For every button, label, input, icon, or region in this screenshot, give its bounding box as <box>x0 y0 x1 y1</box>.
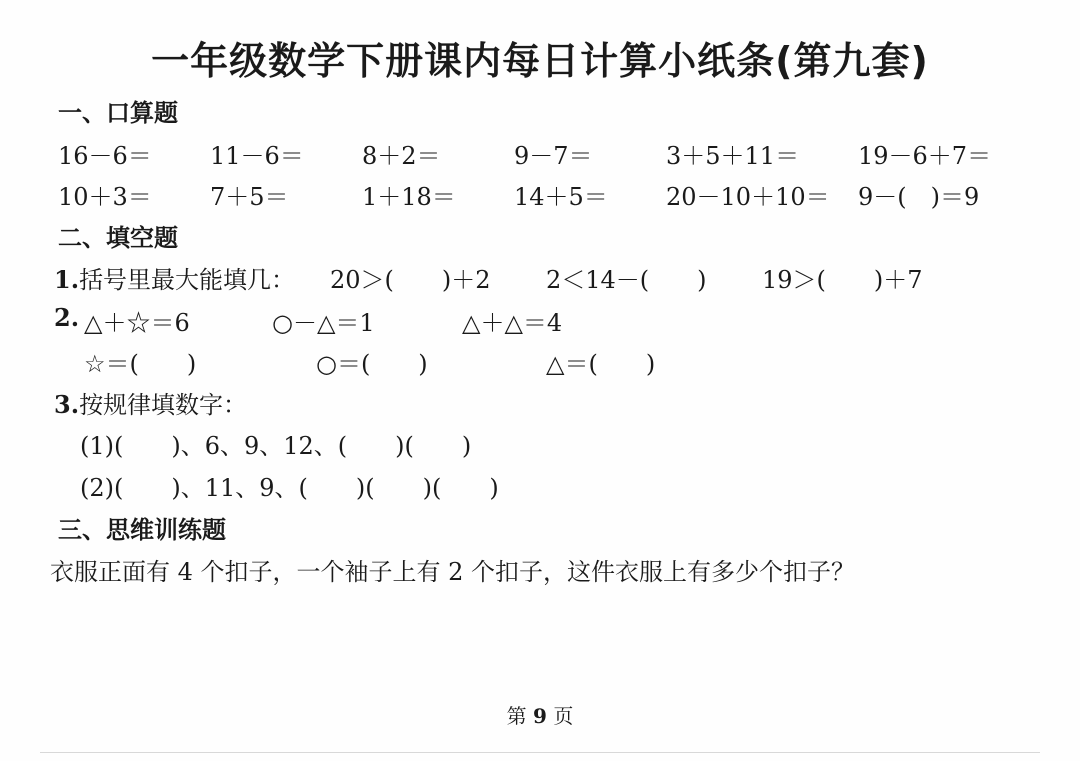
question-2-answers <box>54 344 1034 378</box>
question-1 <box>54 260 1034 294</box>
oral-problem: 19－6＋7＝ <box>858 142 992 170</box>
oral-problem: 10＋3＝ <box>58 183 152 211</box>
oral-row-1 <box>0 136 1080 170</box>
oral-problem: 9－( )＝9 <box>858 183 980 211</box>
question-3 <box>54 385 247 420</box>
oral-problem: 8＋2＝ <box>362 142 441 170</box>
shape-answer-blank: △＝( ) <box>546 350 656 378</box>
oral-problem: 20－10＋10＝ <box>666 183 830 211</box>
oral-problem: 11－6＝ <box>210 142 304 170</box>
section-heading-fill-in: 二、填空题 <box>58 224 178 252</box>
section-heading-thinking: 三、思维训练题 <box>58 516 226 544</box>
page-number: 第 9 页 <box>506 704 574 728</box>
oral-problem: 3＋5＋11＝ <box>666 142 800 170</box>
comparison-blank: 19＞( )＋7 <box>762 266 923 294</box>
question-prompt: 按规律填数字： <box>79 391 248 419</box>
question-number: 1. <box>54 265 80 294</box>
oral-problem: 16－6＝ <box>58 142 152 170</box>
pattern-item-2: (2)( )、11、9、( )( )( ) <box>80 474 499 502</box>
comparison-blank: 20＞( )＋2 <box>330 266 491 294</box>
question-number: 3. <box>54 390 80 419</box>
page-title: 一年级数学下册课内每日计算小纸条(第九套) <box>151 39 929 83</box>
question-2 <box>54 303 1034 337</box>
pattern-item-1: (1)( )、6、9、12、( )( ) <box>80 432 472 460</box>
word-problem: 衣服正面有 4 个扣子，一个袖子上有 2 个扣子，这件衣服上有多少个扣子？ <box>50 558 856 586</box>
oral-problem: 9－7＝ <box>514 142 593 170</box>
oral-problem: 14＋5＝ <box>514 183 608 211</box>
question-prompt: 括号里最大能填几： <box>79 266 296 294</box>
bottom-divider <box>40 752 1040 753</box>
oral-row-2 <box>0 177 1080 211</box>
shape-answer-blank: ☆＝( ) <box>84 350 197 378</box>
section-heading-oral: 一、口算题 <box>58 99 178 127</box>
shape-answer-blank: ○＝( ) <box>316 350 428 378</box>
shape-equation: △＋☆＝6 <box>84 309 190 337</box>
shape-equation: △＋△＝4 <box>462 309 563 337</box>
shape-equation: ○－△＝1 <box>272 309 375 337</box>
question-number: 2. <box>54 303 80 332</box>
oral-problem: 1＋18＝ <box>362 183 456 211</box>
oral-problem: 7＋5＝ <box>210 183 289 211</box>
comparison-blank: 2＜14－( ) <box>546 266 707 294</box>
